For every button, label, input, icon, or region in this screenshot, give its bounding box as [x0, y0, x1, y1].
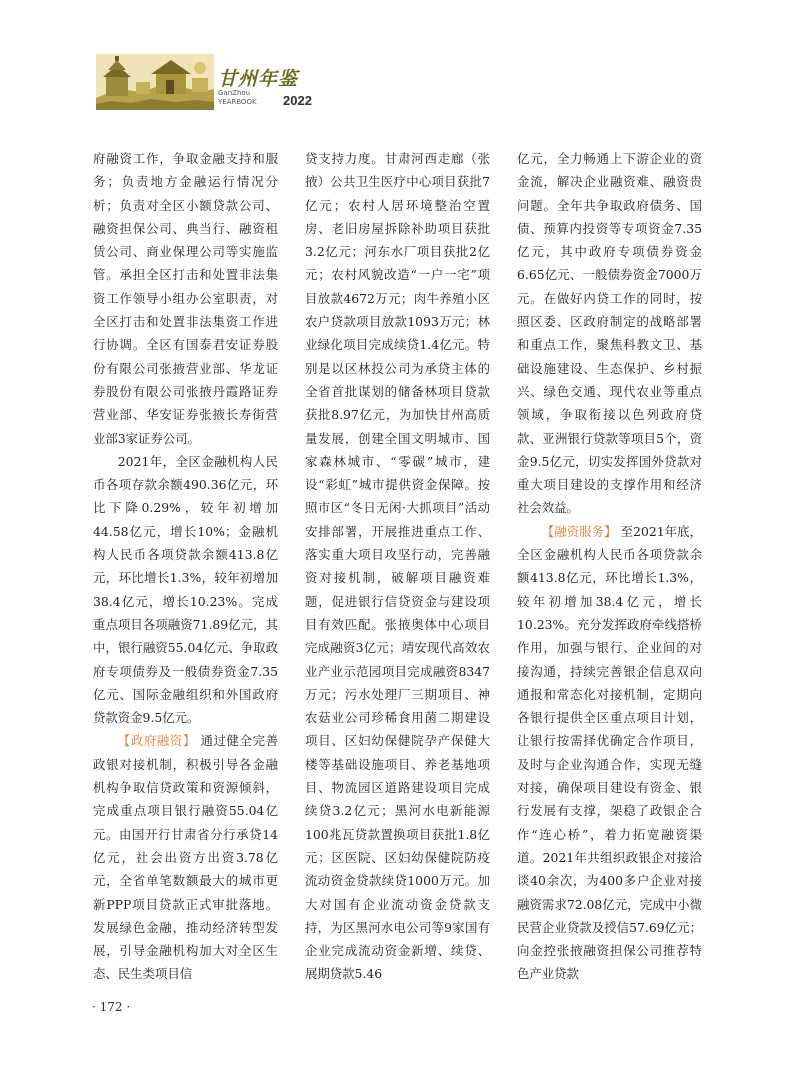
yearbook-title-en: GanZhou	[218, 89, 251, 97]
page-header	[0, 0, 800, 120]
section-heading-financing-services: 【融资服务】	[541, 523, 617, 539]
paragraph-credit-support: 贷支持力度。甘肃河西走廊（张掖）公共卫生医疗中心项目获批7亿元；农村人居环境整治空置房、老旧房屋拆除补助项目获批3.2亿元；河东水厂项目获批2亿元；农村风貌改造“一户一宅”项目放款4672万元；肉牛养殖小区农户贷款项目放款1093万元；林业绿化项目完成续贷1.4亿元。特别是以区林投公司为承贷主体的全省首批谋划的储备林项目贷款获批8.97亿元，为加快甘州高质量发展，创建全国文明城市、国家森林城市、“零碳”城市，建设“彩虹”城市提供资金保障。按照市区“冬日无闲·大抓项目”活动安排部署，开展推进重点工作、落实重大项目攻坚行动，完善融资对接机制，破解项目融资难题，促进银行信贷资金与建设项目有效匹配。张掖奥体中心项目完成融资3亿元；靖安现代高效农业产业示范园项目完成融资8347万元；污水处理厂三期项目、神农菇业公司珍稀食用菌二期建设项目、区妇幼保健院孕产保健大楼等基础设施项目、养老基地项目、物流园区道路建设项目完成续贷3.2亿元；黑河水电新能源100兆瓦贷款置换项目获批1.8亿元；区医院、区妇幼保健院防疫流动资金贷款续贷1000万元。加大对国有企业流动资金贷款支持，为区黑河水电公司等9家国有企业完成流动资金新增、续贷、展期贷款5.46	[305, 151, 490, 982]
government-financing-text: 通过健全完善政银对接机制，积极引导各金融机构争取信贷政策和资源倾斜，完成重点项目银行融资55.04亿元。由国开行甘肃省分行承贷14亿元，社会出资方出资3.78亿元，全省单笔数额最大的城市更新PPP项目贷款正式审批落地。发展绿色金融，推动经济转型发展，引导金融机构加大对全区生态、民生类项目信	[93, 733, 278, 982]
text-column-1	[93, 147, 278, 986]
yearbook-title-cn: 甘州年鉴	[218, 68, 299, 90]
paragraph-funding-results: 亿元，全力畅通上下游企业的资金流，解决企业融资难、融资贵问题。全年共争取政府债务、国债、预算内投资等专项资金7.35亿元，其中政府专项债券资金6.65亿元、一般债券资金7000万元。在做好内贷工作的同时，按照区委、区政府制定的战略部署和重点工作，聚焦科教文卫、基础设施建设、生态保护、乡村振兴、绿色交通、现代农业等重点领域，争取衔接以色列政府贷款、亚洲银行贷款等项目5个，资金9.5亿元，切实发挥国外贷款对重大项目建设的支撑作用和经济社会效益。	[517, 151, 702, 516]
financing-services-text: 至2021年底，全区金融机构人民币各项贷款余额413.8亿元，环比增长1.3%，较年初增加38.4亿元，增长10.23%。充分发挥政府牵线搭桥作用，加强与银行、企业间的对接沟通，持续完善银企信息双向通报和常态化对接机制，定期向各银行提供全区重点项目计划，让银行按需择优确定合作项目，及时与企业沟通合作，实现无缝对接，确保项目建设有资金、银行发展有支撑，架稳了政银企合作“连心桥”，着力拓宽融资渠道。2021年共组织政银企对接洽谈40余次，为400多户企业对接融资需求72.08亿元，完成中小微民营企业贷款及授信57.69亿元；向金控张掖融资担保公司推荐特色产业贷款	[517, 523, 702, 982]
section-heading-government-financing: 【政府融资】	[117, 733, 196, 749]
yearbook-banner-illustration	[96, 54, 214, 110]
paragraph-financial-duties: 府融资工作，争取金融支持和服务；负责地方金融运行情况分析；负责对全区小额贷款公司、融资担保公司、典当行、融资租赁公司、商业保理公司等实施监管。承担全区打击和处置非法集资工作领导小组办公室职责，对全区打击和处置非法集资工作进行协调。全区有国泰君安证券股份有限公司张掖营业部、华龙证券股份有限公司张掖丹霞路证券营业部、华安证券张掖长寿街营业部3家证券公司。	[93, 151, 278, 446]
text-column-3	[517, 147, 702, 986]
yearbook-year: 2022	[283, 93, 312, 108]
paragraph-government-financing	[93, 729, 278, 985]
text-column-2	[305, 147, 490, 986]
paragraph-financing-services	[517, 520, 702, 986]
paragraph-2021-deposits-loans: 2021年，全区金融机构人民币各项存款余额490.36亿元，环比下降0.29%，较年初增加44.58亿元，增长10%；金融机构人民币各项贷款余额413.8亿元，环比增长1.3%，较年初增加38.4亿元，增长10.23%。完成重点项目各项融资71.89亿元，其中，银行融资55.04亿元、争取政府专项债券及一般债券资金7.35亿元、国际金融组织和外国政府贷款资金9.5亿元。	[93, 453, 278, 726]
page-number: · 172 ·	[92, 1000, 131, 1014]
yearbook-subtitle-en: YEARBOOK	[218, 98, 257, 106]
